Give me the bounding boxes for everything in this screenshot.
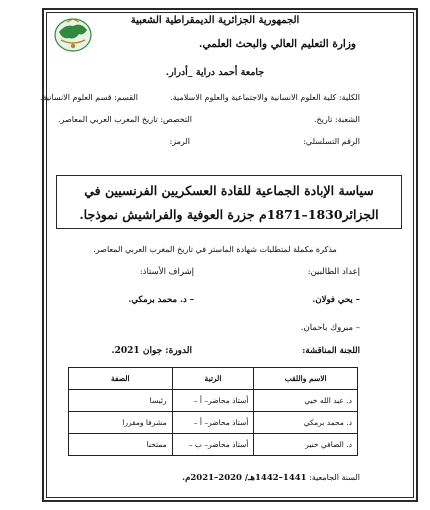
committee-label: اللجنة المناقشة: (302, 346, 360, 356)
prepared-by-label: إعداد الطالبين: (307, 267, 360, 277)
jury-member-rank: أستاذ محاضر– أ – (172, 390, 254, 412)
jury-member-name: د. محمد برمكي (254, 412, 358, 434)
specialty-line: التخصص: تاريخ المغرب العربي المعاصر. (57, 115, 192, 124)
academic-year-label: السنة الجامعية: (309, 473, 360, 482)
faculty-line: الكلية: كلية العلوم الانسانية والاجتماعية والعلوم الاسلامية. (170, 93, 360, 102)
jury-table-header (69, 368, 358, 390)
student-1-name: – يحي فولان. (312, 295, 360, 305)
republic-name: الجمهورية الجزائرية الديمقراطية الشعبية (130, 15, 300, 26)
jury-member-role: مشرفا ومقررا (69, 412, 173, 434)
jury-member-role: رئيسا (69, 390, 173, 412)
student-2-name: – مبروك باحمان. (300, 323, 360, 333)
jury-table (68, 367, 358, 456)
thesis-title-line-1: سياسة الإبادة الجماعية للقادة العسكريين الفرنسيين في (84, 183, 374, 198)
session-date: الدورة: جوان 2021. (111, 346, 192, 356)
jury-member-rank: أستاذ محاضر– أ – (172, 412, 254, 434)
academic-year-value: 1441–1442هـ/ 2020–2021م. (182, 473, 307, 483)
jury-member-name: د. عبد الله خيي (254, 390, 358, 412)
department-line: القسم: قسم العلوم الانسانية. (39, 93, 138, 102)
code-label: الرمز: (169, 137, 190, 146)
jury-member-name: د. الصافي خنير (254, 434, 358, 456)
thesis-title-line-2: الجزائر1830–1871م جزرة العوفية والفراشيش نموذجا. (79, 207, 379, 222)
jury-member-role: ممتحنا (69, 434, 173, 456)
column-header-name: الاسم واللقب (254, 368, 358, 390)
branch-line: الشعبة: تاريخ. (313, 115, 360, 124)
memo-description: مذكرة مكملة لمتطلبات شهادة الماستر في تاريخ المغرب العربي المعاصر. (93, 245, 337, 254)
ministry-name: وزارة التعليم العالي والبحث العلمي. (198, 38, 356, 50)
serial-number-label: الرقم التسلسلي: (303, 137, 360, 146)
supervisor-label: إشراف الأستاذ: (139, 267, 194, 277)
table-row (69, 412, 358, 434)
table-row (69, 390, 358, 412)
university-name: جامعة أحمد دراية _أدرار. (165, 67, 265, 78)
column-header-role: الصفة (69, 368, 173, 390)
academic-year (182, 473, 360, 483)
table-row (69, 434, 358, 456)
jury-member-rank: أستاذ محاضر– ب – (172, 434, 254, 456)
supervisor-name: – د. محمد برمكي. (128, 295, 194, 305)
column-header-rank: الرتبة (172, 368, 254, 390)
